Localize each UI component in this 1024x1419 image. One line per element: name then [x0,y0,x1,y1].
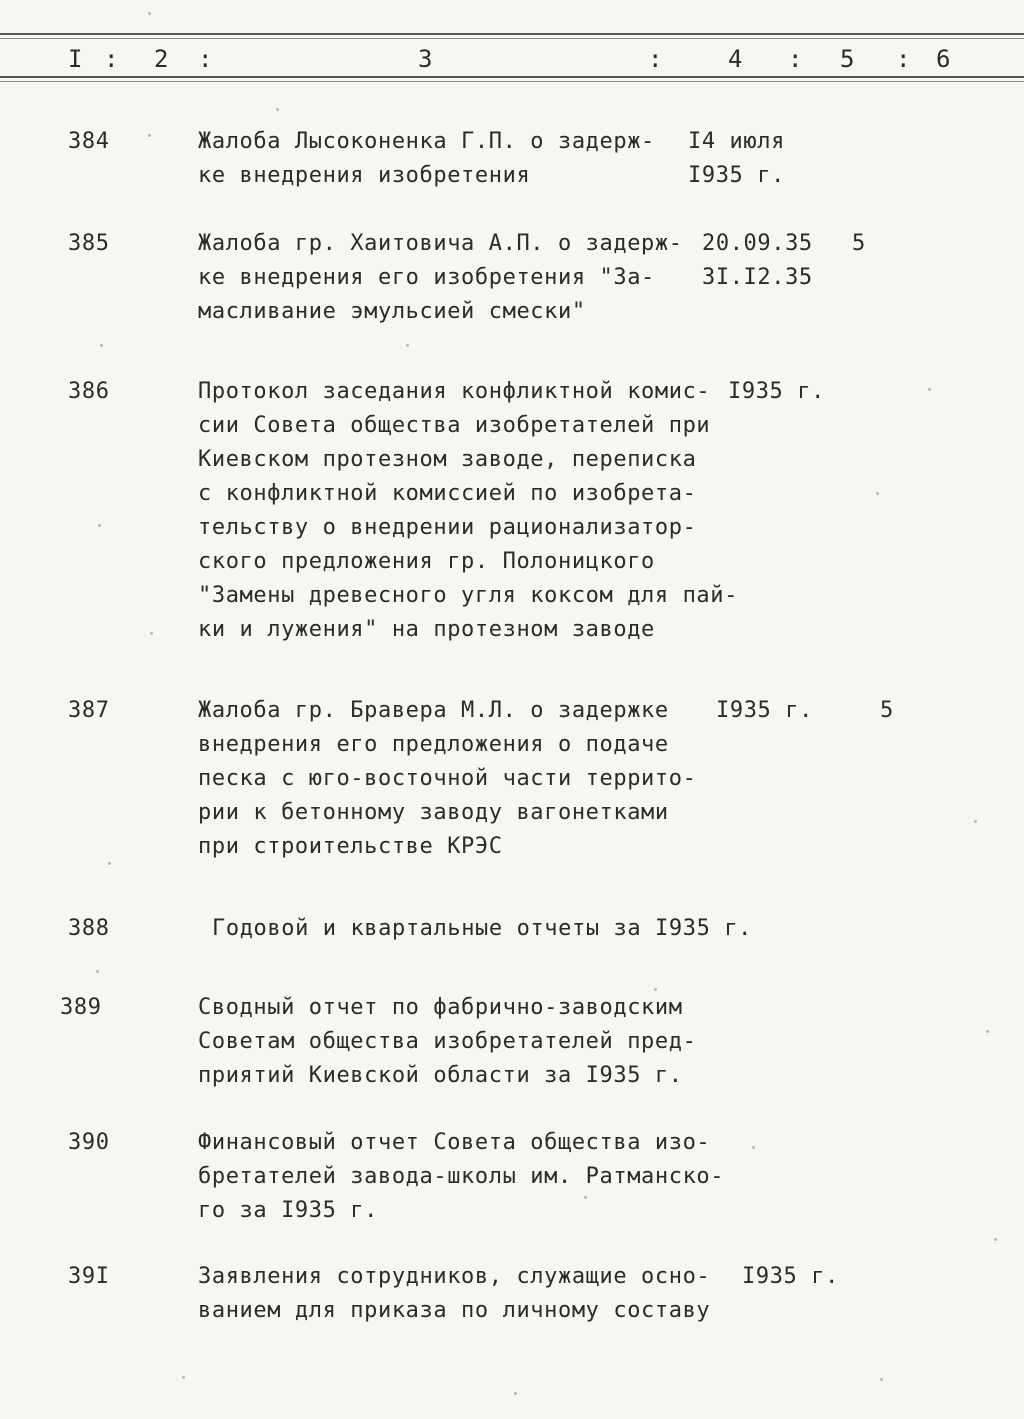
entry-date: 3I.I2.35 [702,265,813,290]
header-rule-bottom-thin [0,81,1024,82]
entry-number: 384 [68,129,110,154]
paper-speck [150,632,153,635]
header-col-4: 4 [728,45,744,73]
entry-title-line: Сводный отчет по фабрично-заводским [198,995,683,1020]
entry-sheets: 5 [852,231,866,256]
entry-title-line: масливание эмульсией смески" [198,299,586,324]
entry-number: 389 [60,995,102,1020]
entry-title-line: песка с юго-восточной части террито- [198,766,697,791]
entry-date: I935 г. [716,698,813,723]
entry-date: 20.09.35 [702,231,813,256]
paper-speck [986,1030,989,1033]
paper-speck [654,988,657,991]
entry-title-line: Советам общества изобретателей пред- [198,1029,697,1054]
entry-title-line: го за I935 г. [198,1198,378,1223]
entry-title-line: с конфликтной комиссией по изобрета- [198,481,697,506]
header-col-5: 5 [840,45,856,73]
entry-sheets: 5 [880,698,894,723]
entry-title-line: Киевском протезном заводе, переписка [198,447,697,472]
entry-number: 387 [68,698,110,723]
entry-title-line: Финансовый отчет Совета общества изо- [198,1130,711,1155]
paper-speck [406,344,409,347]
paper-speck [148,134,151,137]
entry-number: 39I [68,1264,110,1289]
entry-title-line: Заявления сотрудников, служащие осно- [198,1264,711,1289]
header-separator: : [198,45,214,73]
entry-number: 388 [68,916,110,941]
entry-date: I935 г. [688,163,785,188]
entry-date: I935 г. [742,1264,839,1289]
paper-speck [100,344,103,347]
header-col-6: 6 [936,45,952,73]
entry-title-line: ке внедрения изобретения [198,163,531,188]
entry-title-line: Жалоба гр. Хаитовича А.П. о задерж- [198,231,683,256]
paper-speck [928,388,931,391]
entry-title-line: ванием для приказа по личному составу [198,1298,711,1323]
paper-speck [880,1378,883,1381]
paper-speck [974,820,977,823]
header-separator: : [896,45,912,73]
header-separator: : [788,45,804,73]
paper-speck [96,970,99,973]
paper-speck [514,1392,517,1395]
header-col-1: I [68,45,84,73]
header-separator: : [104,45,120,73]
paper-speck [994,1238,997,1241]
entry-title-line: при строительстве КРЭС [198,834,503,859]
entry-title-line: Жалоба гр. Бравера М.Л. о задержке [198,698,669,723]
entry-title-line: сии Совета общества изобретателей при [198,413,711,438]
entry-title-line: ского предложения гр. Полоницкого [198,549,655,574]
header-separator: : [648,45,664,73]
paper-speck [98,524,101,527]
entry-number: 390 [68,1130,110,1155]
header-rule-top-thin [0,38,1024,39]
entry-title-line: ки и лужения" на протезном заводе [198,617,655,642]
entry-title-line: ке внедрения его изобретения "За- [198,265,655,290]
entry-title-line: Жалоба Лысоконенка Г.П. о задерж- [198,129,655,154]
entry-date: I935 г. [728,379,825,404]
paper-speck [584,1196,587,1199]
entry-title-line: "Замены древесного угля коксом для пай- [198,583,738,608]
entry-date: I4 июля [688,129,785,154]
paper-speck [876,492,879,495]
paper-speck [276,108,279,111]
header-rule-top [0,33,1024,35]
header-col-2: 2 [154,45,170,73]
entry-title-line: Годовой и квартальные отчеты за I935 г. [212,916,752,941]
entry-title-line: внедрения его предложения о подаче [198,732,669,757]
entry-title-line: рии к бетонному заводу вагонетками [198,800,669,825]
paper-speck [148,12,151,15]
paper-speck [752,1146,755,1149]
paper-speck [108,862,111,865]
entry-title-line: бретателей завода-школы им. Ратманско- [198,1164,725,1189]
entry-title-line: Протокол заседания конфликтной комис- [198,379,711,404]
paper-speck [182,1376,185,1379]
entry-title-line: тельству о внедрении рационализатор- [198,515,697,540]
header-rule-bottom [0,76,1024,78]
entry-number: 385 [68,231,110,256]
entry-number: 386 [68,379,110,404]
entry-title-line: приятий Киевской области за I935 г. [198,1063,683,1088]
header-col-3: 3 [418,45,434,73]
